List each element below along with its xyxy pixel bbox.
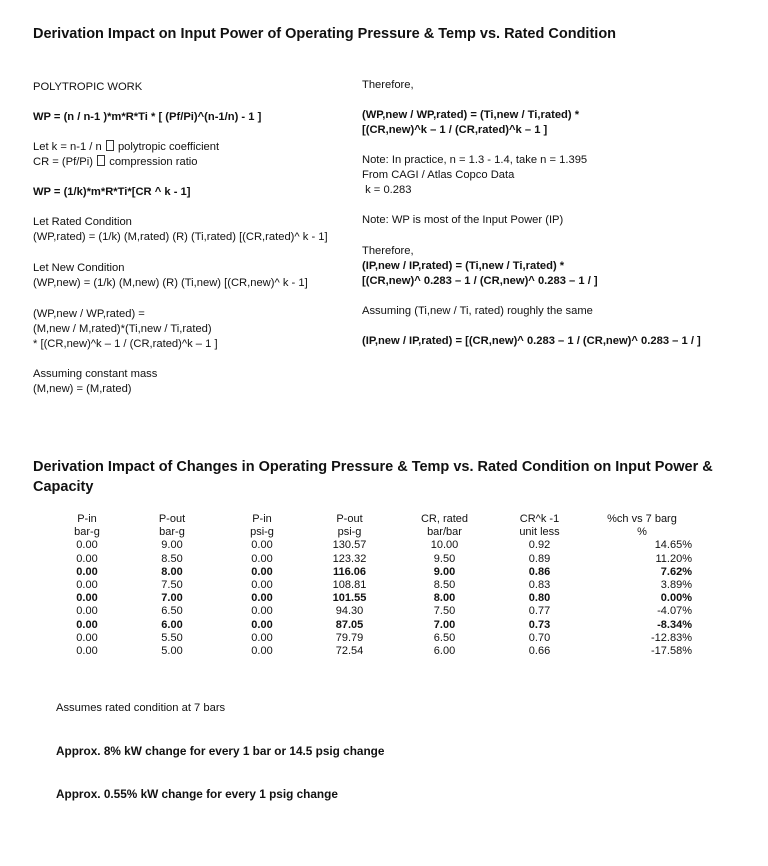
table-cell: 0.00 [76, 605, 98, 618]
col-header: CR^k -1 [519, 513, 560, 525]
missing-glyph-icon [97, 155, 105, 166]
table-cell: 10.00 [430, 539, 459, 552]
table-cell: 9.00 [161, 539, 183, 552]
table-row [57, 632, 692, 645]
table-cell: 3.89% [660, 579, 692, 592]
wp-ratio-equation-a: (WP,new / WP,rated) = (Ti,new / Ti,rated) * [362, 109, 580, 121]
table-cell: 8.00 [433, 592, 456, 605]
table-cell: 0.00% [660, 592, 692, 605]
table-cell: 0.80 [528, 592, 551, 605]
table-row [57, 592, 692, 605]
section-title: Derivation Impact of Changes in Operating Pressure & Temp vs. Rated Condition on Input Power & Capacity [33, 459, 713, 495]
table-cell: 0.00 [251, 645, 273, 658]
table-cell: 9.50 [433, 552, 456, 565]
col-unit: % [637, 526, 647, 539]
table-cell: 0.00 [251, 605, 273, 618]
table-cell: 72.54 [335, 645, 364, 658]
table-cell: 130.57 [332, 539, 367, 552]
table-cell: 94.30 [335, 605, 364, 618]
table-cell: 0.00 [76, 631, 98, 644]
table-cell: 0.00 [76, 618, 98, 631]
table-cell: -8.34% [657, 618, 692, 631]
table-cell: 101.55 [332, 592, 367, 605]
results-table [57, 513, 692, 658]
table-cell: 5.00 [161, 645, 183, 658]
polytropic-work-heading: POLYTROPIC WORK [33, 81, 143, 93]
ip-ratio-final-equation: (IP,new / IP,rated) = [(CR,new)^ 0.283 – 1 / (CR,new)^ 0.283 – 1 / ] [362, 335, 701, 347]
col-header: CR, rated [420, 513, 469, 525]
mass-assumption: Assuming constant mass [33, 368, 158, 380]
table-cell: 0.00 [76, 645, 98, 658]
ratio-line-3: * [(CR,new)^k – 1 / (CR,rated)^k – 1 ] [33, 338, 218, 350]
table-cell: 0.66 [528, 645, 551, 658]
note-k-value: k = 0.283 [362, 184, 412, 196]
table-cell: 7.50 [161, 579, 183, 592]
table-cell: 7.50 [433, 605, 456, 618]
table-row [57, 579, 692, 592]
table-cell: 0.00 [76, 565, 98, 578]
table-cell: 0.77 [528, 605, 551, 618]
table-cell: 0.00 [76, 552, 98, 565]
missing-glyph-icon [106, 140, 114, 151]
table-row [57, 619, 692, 632]
table-cell: 0.00 [251, 552, 273, 565]
table-cell: 6.50 [433, 631, 456, 644]
approx-bar-note: Approx. 8% kW change for every 1 bar or 14.5 psig change [56, 744, 385, 758]
table-cell: 0.73 [528, 618, 551, 631]
table-cell: 79.79 [335, 631, 364, 644]
therefore-1: Therefore, [362, 79, 414, 91]
table-row [57, 645, 692, 658]
table-cell: 14.65% [654, 539, 692, 552]
table-cell: 7.62% [660, 565, 692, 578]
table-cell: 0.00 [76, 592, 98, 605]
table-cell: 6.50 [161, 605, 183, 618]
table-cell: 0.70 [528, 631, 551, 644]
table-cell: 0.00 [251, 565, 273, 578]
table-cell: 0.00 [76, 579, 98, 592]
right-column [362, 78, 701, 349]
table-cell: 6.00 [161, 618, 183, 631]
col-header: %ch vs 7 barg [607, 513, 677, 525]
rated-label: Let Rated Condition [33, 216, 132, 228]
col-unit: bar-g [159, 526, 185, 539]
table-row [57, 566, 692, 579]
table-row [57, 553, 692, 566]
table-cell: -4.07% [657, 605, 692, 618]
new-equation: (WP,new) = (1/k) (M,new) (R) (Ti,new) [(CR,new)^ k - 1] [33, 277, 308, 289]
wp-k-equation: WP = (1/k)*m*R*Ti*[CR ^ k - 1] [33, 186, 191, 198]
table-cell: 0.92 [528, 539, 551, 552]
col-unit: bar/bar [427, 526, 462, 539]
left-column [33, 80, 328, 397]
therefore-2: Therefore, [362, 245, 414, 257]
table-cell: 0.00 [251, 618, 273, 631]
table-cell: 7.00 [161, 592, 183, 605]
table-cell: 0.00 [251, 579, 273, 592]
table-cell: 0.00 [251, 631, 273, 644]
ti-assumption: Assuming (Ti,new / Ti, rated) roughly the same [362, 305, 593, 317]
col-header: P-in [252, 513, 272, 525]
ratio-line-1: (WP,new / WP,rated) = [33, 308, 145, 320]
table-row [57, 605, 692, 618]
page-title: Derivation Impact on Input Power of Operating Pressure & Temp vs. Rated Condition [33, 26, 617, 42]
table-cell: 8.50 [161, 552, 183, 565]
col-header: P-out [336, 513, 363, 525]
table-cell: 87.05 [335, 618, 364, 631]
note-wp-input-power: Note: WP is most of the Input Power (IP) [362, 214, 564, 226]
table-cell: 0.00 [251, 539, 273, 552]
col-unit: psi-g [337, 526, 362, 539]
rated-equation: (WP,rated) = (1/k) (M,rated) (R) (Ti,rated) [(CR,rated)^ k - 1] [33, 231, 328, 243]
table-cell: -12.83% [651, 631, 692, 644]
col-header: P-in [77, 513, 97, 525]
col-unit: bar-g [74, 526, 100, 539]
mass-equation: (M,new) = (M,rated) [33, 383, 132, 395]
ip-ratio-equation-b: [(CR,new)^ 0.283 – 1 / (CR,new)^ 0.283 – 1 / ] [362, 275, 598, 287]
let-k-definition: Let k = n-1 / n polytropic coefficient [33, 141, 220, 153]
ratio-line-2: (M,new / M,rated)*(Ti,new / Ti,rated) [33, 323, 212, 335]
table-cell: 8.00 [161, 565, 183, 578]
col-unit: unit less [519, 526, 560, 539]
table-cell: 9.00 [433, 565, 456, 578]
table-cell: 0.89 [528, 552, 551, 565]
table-cell: 0.83 [528, 579, 551, 592]
table-cell: 8.50 [433, 579, 456, 592]
table-cell: 116.06 [332, 565, 367, 578]
note-source: From CAGI / Atlas Copco Data [362, 169, 515, 181]
table-cell: 11.20% [655, 552, 692, 565]
table-cell: 0.86 [528, 565, 551, 578]
table-cell: 108.81 [332, 579, 367, 592]
note-n-value: Note: In practice, n = 1.3 - 1.4, take n = 1.395 [362, 154, 588, 166]
table-cell: 0.00 [251, 592, 273, 605]
table-cell: 5.50 [161, 631, 183, 644]
table-cell: 6.00 [433, 645, 456, 658]
wp-equation: WP = (n / n-1 )*m*R*Ti * [ (Pf/Pi)^(n-1/n) - 1 ] [33, 111, 262, 123]
table-row [57, 539, 692, 552]
table-cell: 0.00 [76, 539, 98, 552]
wp-ratio-equation-b: [(CR,new)^k – 1 / (CR,rated)^k – 1 ] [362, 124, 548, 136]
cr-definition: CR = (Pf/Pi) compression ratio [33, 156, 198, 168]
table-cell: 123.32 [332, 552, 367, 565]
new-label: Let New Condition [33, 262, 125, 274]
table-cell: 7.00 [433, 618, 456, 631]
table-cell: -17.58% [651, 645, 692, 658]
ip-ratio-equation-a: (IP,new / IP,rated) = (Ti,new / Ti,rated) * [362, 260, 565, 272]
approx-psig-note: Approx. 0.55% kW change for every 1 psig change [56, 787, 338, 801]
col-header: P-out [158, 513, 186, 525]
col-unit: psi-g [250, 526, 274, 539]
rated-condition-note: Assumes rated condition at 7 bars [56, 702, 226, 714]
